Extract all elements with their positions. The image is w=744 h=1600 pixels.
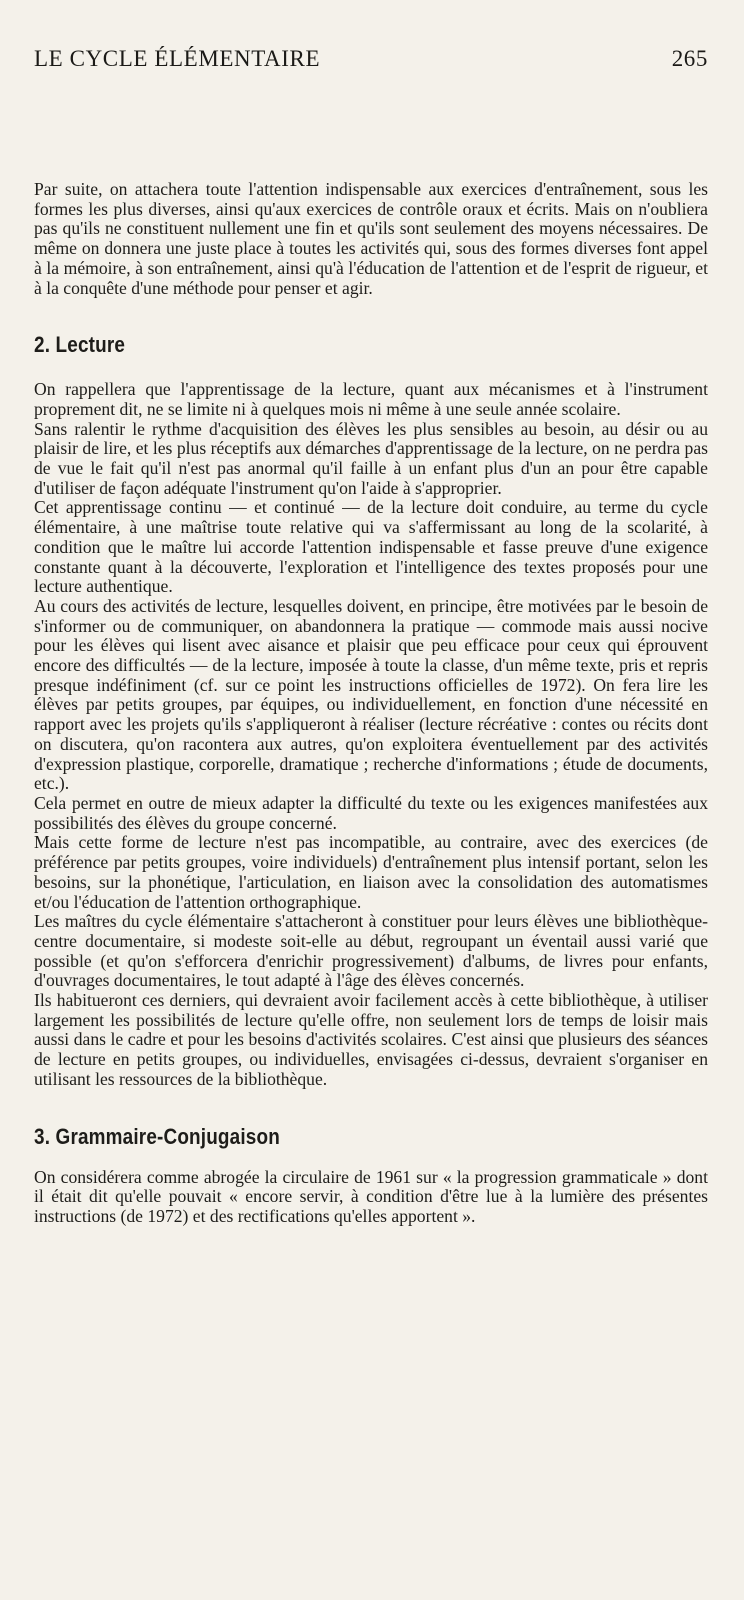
lecture-paragraph: Cela permet en outre de mieux adapter la difficulté du texte ou les exigences manifestées aux possibilités des élèves du groupe concerné. [34, 792, 708, 833]
intro-paragraph: Par suite, on attachera toute l'attention indispensable aux exercices d'entraînement, sous les formes les plus diverses, ainsi qu'aux exercices de contrôle oraux et écrits. Mais on n'oubliera pas qu'ils ne constituent nullement une fin et qu'ils sont seulement des moyens nécessaires. De même on donnera une juste place à toutes les activités qui, sous des formes diverses font appel à la mémoire, à son entraînement, ainsi qu'à l'éducation de l'attention et de l'esprit de rigueur, et à la conquête d'une méthode pour penser et agir. [34, 179, 708, 298]
lecture-paragraph: Cet apprentissage continu — et continué — de la lecture doit conduire, au terme du cycle élémentaire, à une maîtrise toute relative qui va s'affermissant au long de la scolarité, à condition que le maître lui accorde l'attention indispensable et fasse preuve d'une exigence constante quant à la découverte, l'exploration et l'intelligence des textes proposés pour une lecture authentique. [34, 497, 708, 597]
section-heading-grammaire: 3. Grammaire-Conjugaison [34, 1123, 280, 1149]
page-body [34, 180, 708, 1227]
running-header [34, 46, 708, 72]
page-number: 265 [671, 46, 708, 71]
lecture-paragraph: Mais cette forme de lecture n'est pas incompatible, au contraire, avec des exercices (de préférence par petits groupes, voire individuels) d'entraînement plus intensif portant, selon les besoins, sur la phonétique, l'articulation, en liaison avec la consolidation des automatismes et/ou l'éducation de l'attention orthographique. [34, 832, 708, 912]
lecture-paragraph: Les maîtres du cycle élémentaire s'attacheront à constituer pour leurs élèves une bibliothèque-centre documentaire, si modeste soit-elle au début, regroupant un éventail aussi varié que possible (et qu'on s'efforcera d'enrichir progressivement) d'albums, de livres pour enfants, d'ouvrages documentaires, le tout adapté à l'âge des élèves concernés. [34, 911, 708, 991]
chapter-title: LE CYCLE ÉLÉMENTAIRE [34, 46, 321, 71]
grammaire-paragraph: On considérera comme abrogée la circulaire de 1961 sur « la progression grammaticale » dont il était dit qu'elle pouvait « encore servir, à condition d'être lue à la lumière des présentes instructions (de 1972) et des rectifications qu'elles apportent ». [34, 1166, 708, 1226]
lecture-paragraph: On rappellera que l'apprentissage de la lecture, quant aux mécanismes et à l'instrument proprement dit, ne se limite ni à quelques mois ni même à une seule année scolaire. [34, 379, 708, 419]
lecture-paragraph: Au cours des activités de lecture, lesquelles doivent, en principe, être motivées par le besoin de s'informer ou de communiquer, on abandonnera la pratique — commode mais aussi nocive pour les élèves qui lisent avec aisance et plaisir que peu efficace pour ceux qui éprouvent encore des difficultés — de la lecture, imposée à toute la classe, d'un même texte, pris et repris presque indéfiniment (cf. sur ce point les instructions officielles de 1972). On fera lire les élèves par petits groupes, par équipes, ou individuellement, en fonction d'une nécessité en rapport avec les projets qu'ils s'appliqueront à réaliser (lecture récréative : contes ou récits dont on discutera, qu'on racontera aux autres, qu'on exploitera éventuellement par des activités d'expression plastique, corporelle, dramatique ; recherche d'informations ; étude de documents, etc.). [34, 595, 708, 794]
lecture-paragraph: Sans ralentir le rythme d'acquisition des élèves les plus sensibles au besoin, au désir ou au plaisir de lire, et les plus réceptifs aux démarches d'apprentissage de la lecture, on ne perdra pas de vue le fait qu'il n'est pas anormal qu'il faille à un enfant plus d'un an pour être capable d'utiliser de façon adéquate l'instrument qu'on l'aide à s'approprier. [34, 418, 708, 498]
lecture-paragraph: Ils habitueront ces derniers, qui devraient avoir facilement accès à cette bibliothèque, à utiliser largement les possibilités de lecture qu'elle offre, non seulement lors de temps de loisir mais aussi dans le cadre et pour les besoins d'activités scolaires. C'est ainsi que plusieurs des séances de lecture en petits groupes, ou individuelles, envisagées ci-dessus, devraient s'organiser en utilisant les ressources de la bibliothèque. [34, 990, 708, 1089]
section-heading-lecture: 2. Lecture [34, 332, 126, 358]
